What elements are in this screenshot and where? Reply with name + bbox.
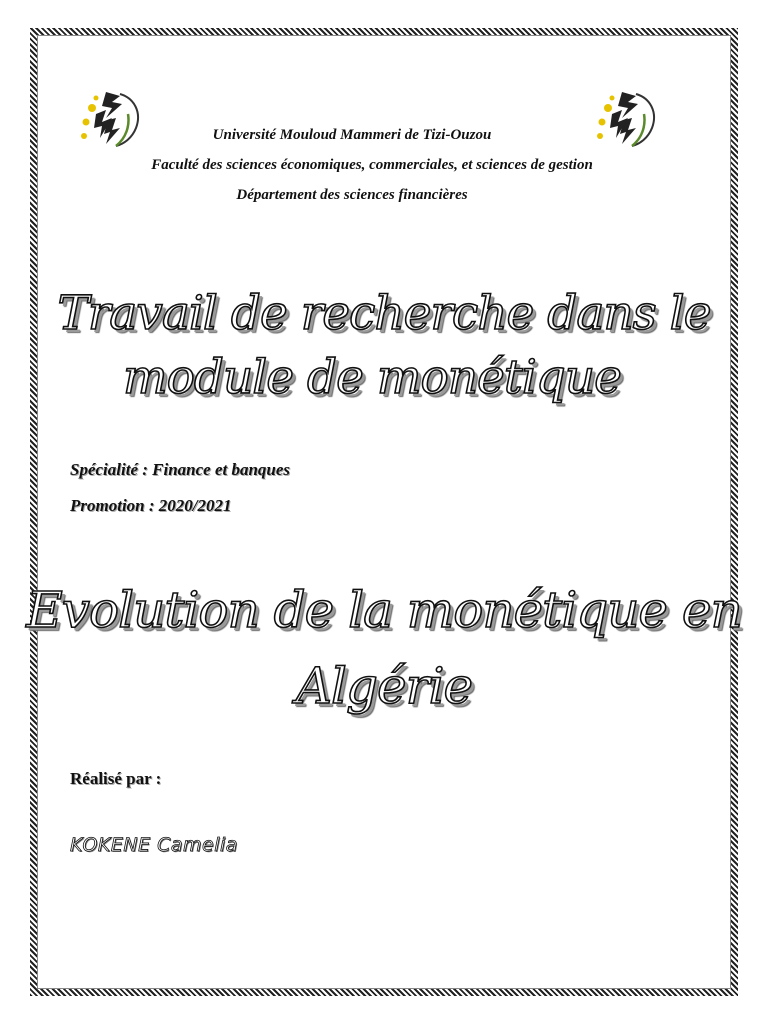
author-name: KOKENE Camelia bbox=[70, 834, 238, 856]
specialite-label: Spécialité : Finance et banques bbox=[70, 460, 291, 479]
subject-title-line1: Evolution de la monétique en bbox=[26, 581, 742, 639]
faculty-name: Faculté des sciences économiques, commerciales, et sciences de gestion bbox=[151, 157, 593, 173]
department-name: Département des sciences financières bbox=[236, 187, 468, 203]
subject-title-line2: Algérie bbox=[295, 657, 473, 715]
subject-title bbox=[0, 572, 768, 724]
realise-par-label: Réalisé par : bbox=[70, 769, 162, 788]
promotion-label: Promotion : 2020/2021 bbox=[70, 496, 232, 515]
document-title bbox=[0, 282, 768, 410]
document-title-line2: module de monétique bbox=[123, 350, 621, 405]
university-name: Université Mouloud Mammeri de Tizi-Ouzou bbox=[212, 127, 492, 143]
document-title-line1: Travail de recherche dans le bbox=[57, 286, 711, 341]
